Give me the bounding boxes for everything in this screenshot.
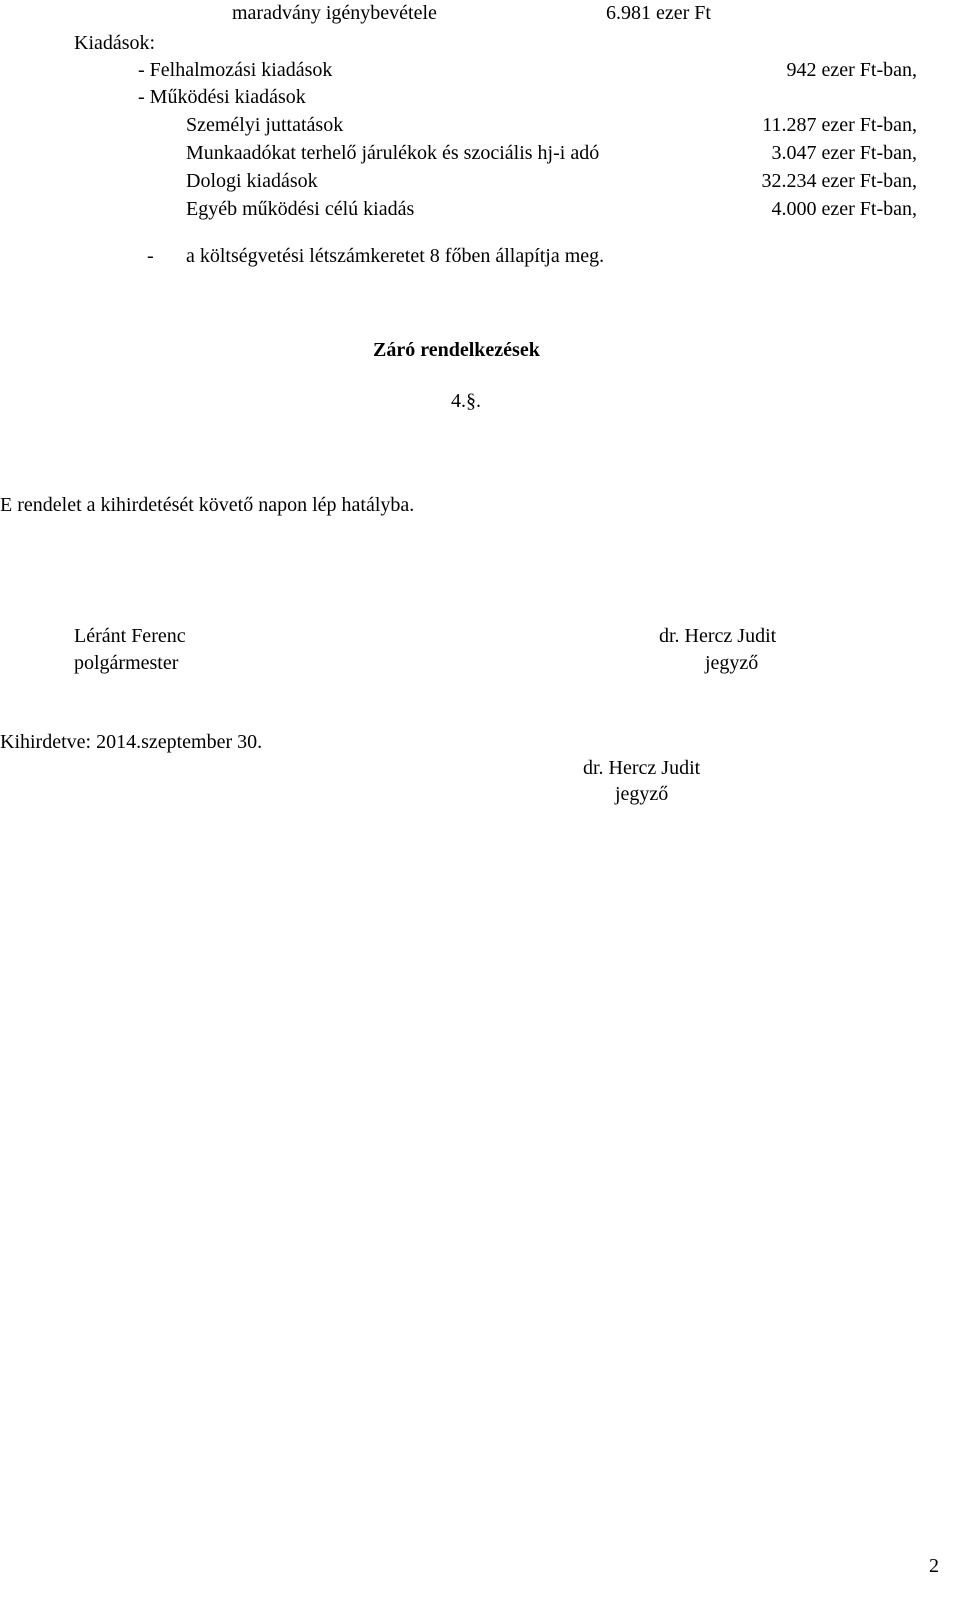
expense-item-label: - Működési kiadások [138, 86, 306, 108]
left-signatory-name: Léránt Ferenc [74, 625, 186, 647]
expense-item-label: Egyéb működési célú kiadás [186, 198, 415, 220]
page-number: 2 [929, 1555, 939, 1577]
right-signatory-title: jegyző [705, 652, 759, 674]
expense-item-label: Személyi juttatások [186, 114, 344, 136]
remainder-value: 6.981 ezer Ft [606, 2, 711, 24]
staff-text: a költségvetési létszámkeretet 8 főben állapítja meg. [186, 245, 605, 267]
expense-item-value: 32.234 ezer Ft-ban, [761, 170, 917, 192]
expense-item-value: 3.047 ezer Ft-ban, [771, 142, 917, 164]
expense-item-value: 4.000 ezer Ft-ban, [771, 198, 917, 220]
promulgation-name: dr. Hercz Judit [583, 757, 701, 779]
expenses-heading: Kiadások: [74, 32, 156, 54]
section-number: 4.§. [451, 390, 481, 412]
right-signatory-name: dr. Hercz Judit [659, 625, 777, 647]
expense-item-label: Dologi kiadások [186, 170, 318, 192]
promulgation-text: Kihirdetve: 2014.szeptember 30. [0, 731, 263, 753]
expense-item-label: Munkaadókat terhelő járulékok és szociális hj-i adó [186, 142, 600, 164]
staff-dash: - [147, 245, 154, 267]
closing-heading: Záró rendelkezések [373, 339, 540, 361]
remainder-label: maradvány igénybevétele [232, 2, 437, 24]
promulgation-title: jegyző [615, 783, 669, 805]
left-signatory-title: polgármester [74, 652, 179, 674]
expense-item-value: 11.287 ezer Ft-ban, [762, 114, 917, 136]
closing-text: E rendelet a kihirdetését követő napon lép hatályba. [0, 494, 415, 516]
expense-item-value: 942 ezer Ft-ban, [786, 59, 917, 81]
expense-item-label: - Felhalmozási kiadások [138, 59, 333, 81]
